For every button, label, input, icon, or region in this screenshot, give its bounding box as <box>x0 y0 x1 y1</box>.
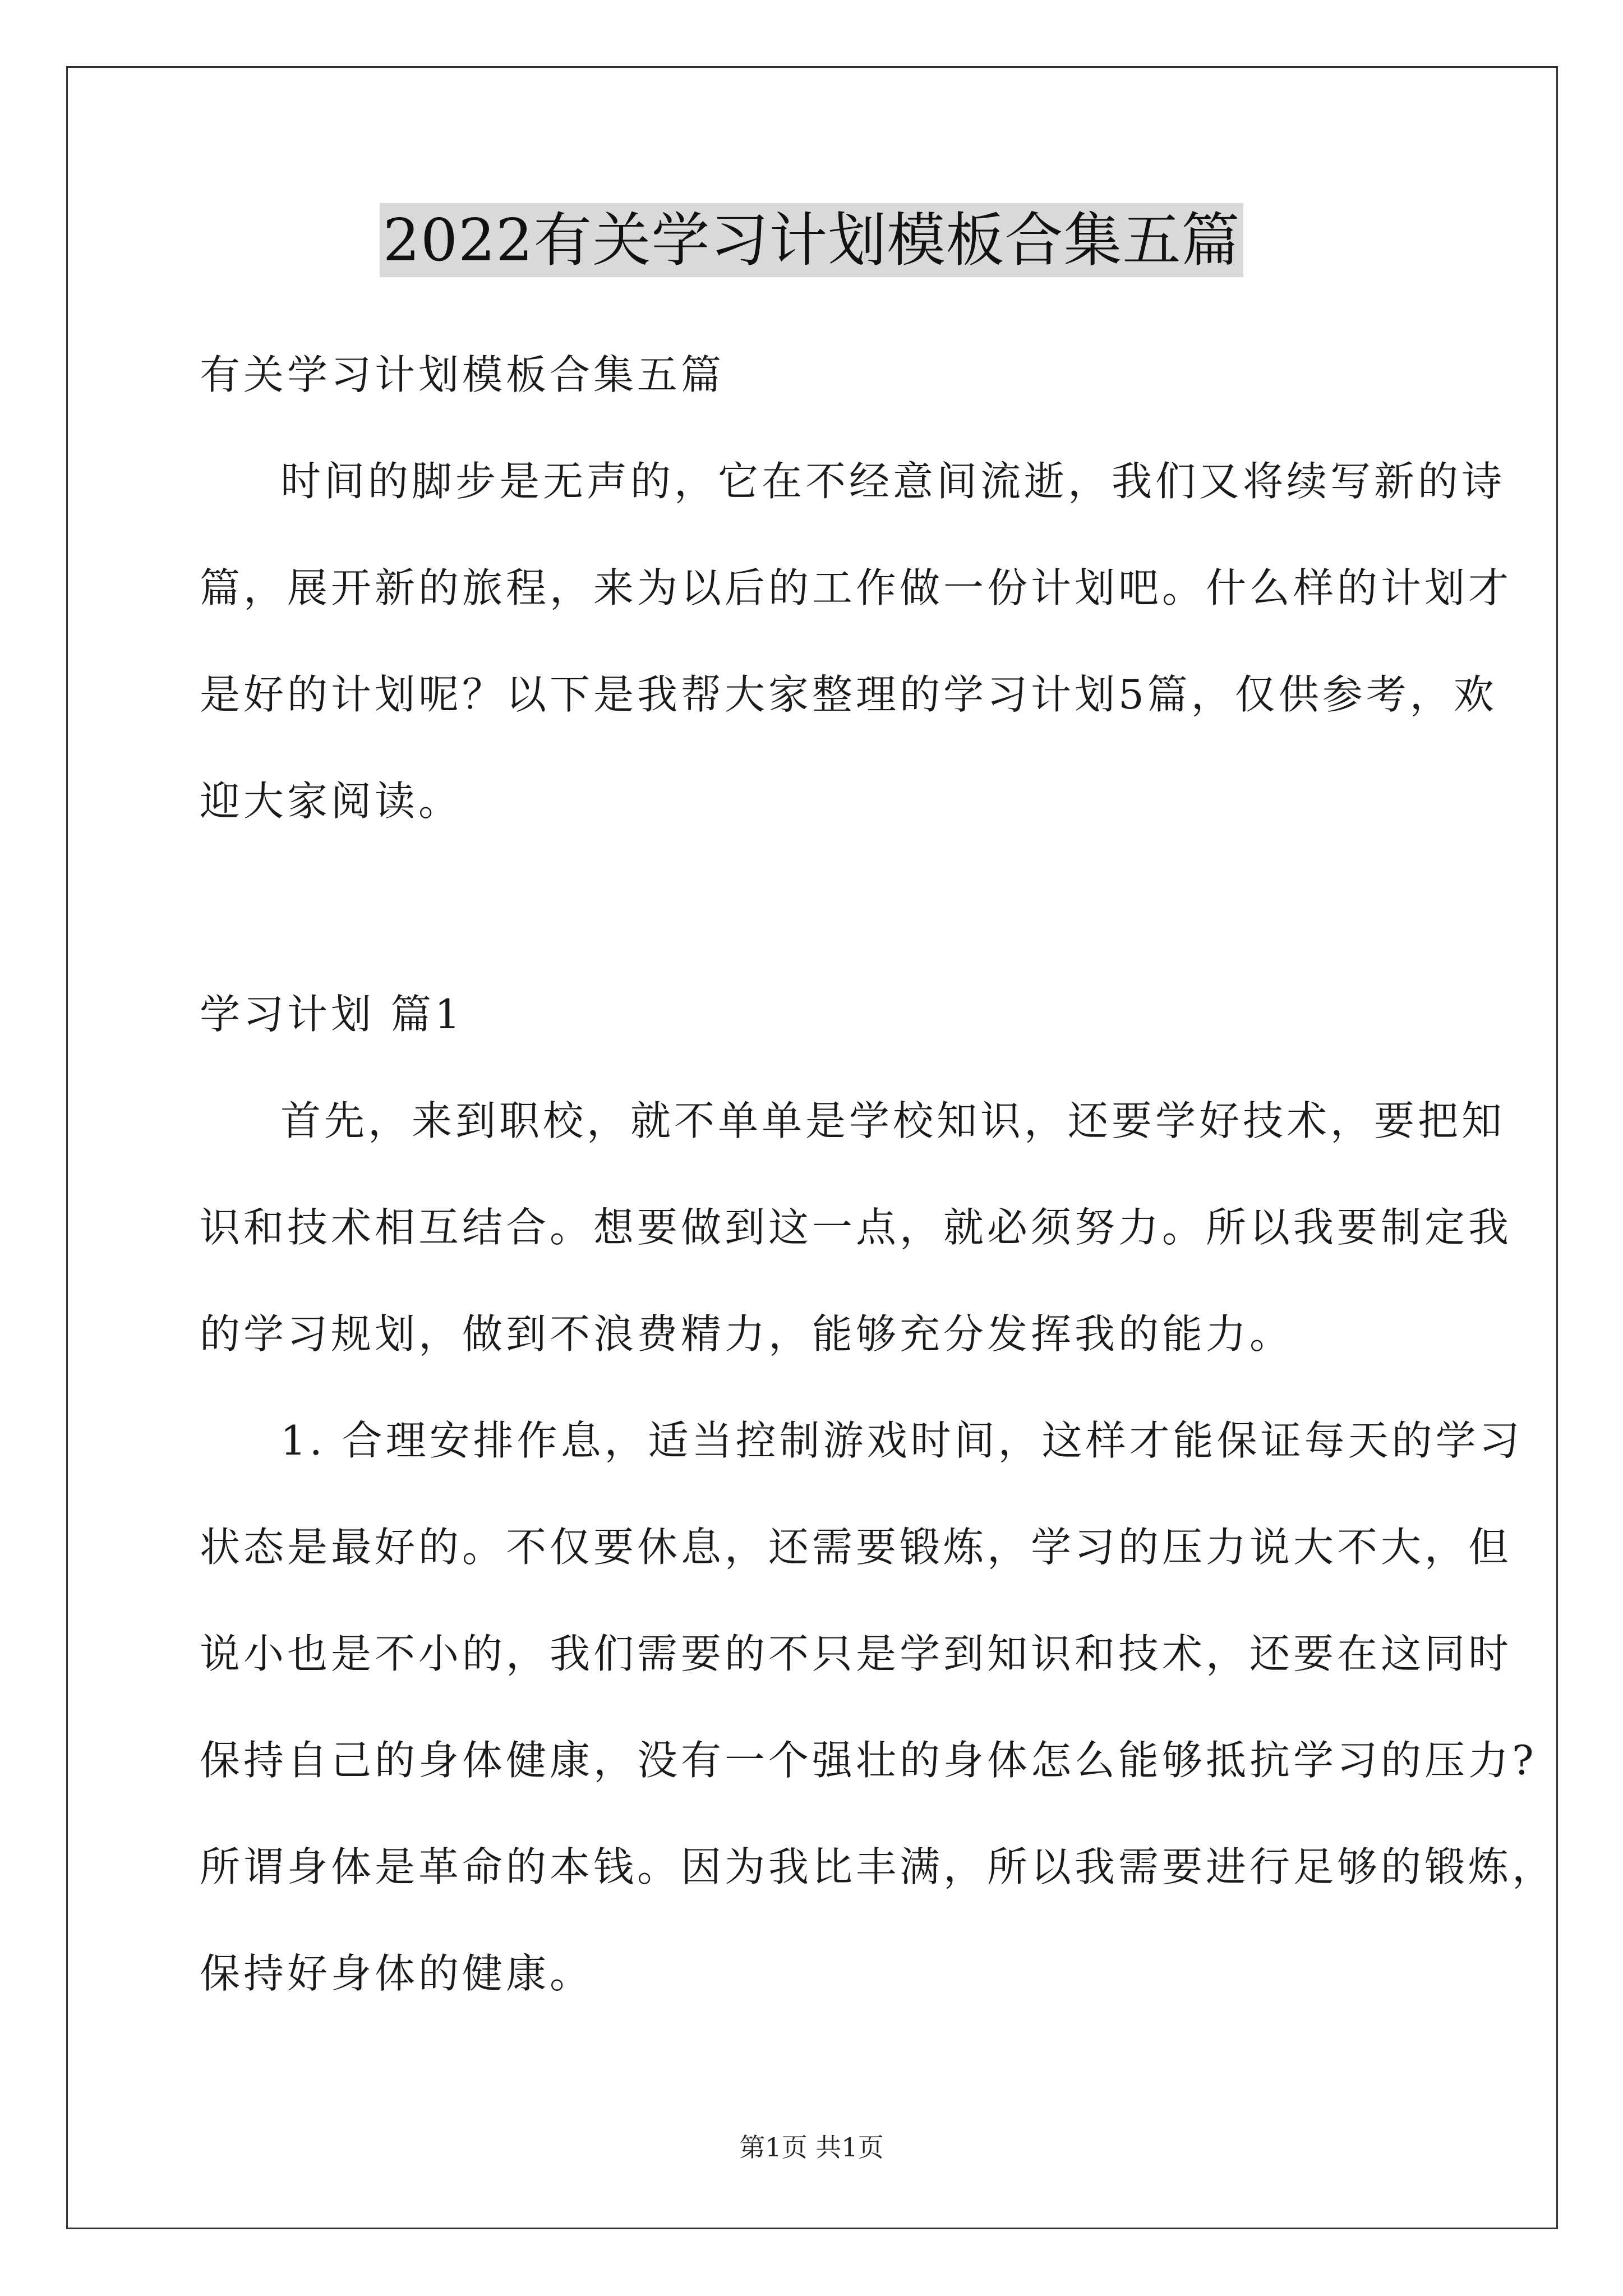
intro-line-3: 是好的计划呢？以下是我帮大家整理的学习计划5篇，仅供参考，欢 <box>200 671 1497 718</box>
para2-line-6: 保持好身体的健康。 <box>200 1950 594 1997</box>
document-subtitle: 有关学习计划模板合集五篇 <box>200 351 725 398</box>
para1-line-3: 的学习规划，做到不浪费精力，能够充分发挥我的能力。 <box>200 1310 1294 1358</box>
para2-line-1: 1. 合理安排作息，适当控制游戏时间，这样才能保证每天的学习 <box>280 1417 1523 1464</box>
para2-line-5: 所谓身体是革命的本钱。因为我比丰满，所以我需要进行足够的锻炼， <box>200 1843 1556 1890</box>
title-container <box>0 203 1623 277</box>
para2-line-4: 保持自己的身体健康，没有一个强壮的身体怎么能够抵抗学习的压力? <box>200 1737 1537 1784</box>
para2-line-3: 说小也是不小的，我们需要的不只是学到知识和技术，还要在这同时 <box>200 1630 1513 1677</box>
document-title: 2022有关学习计划模板合集五篇 <box>380 203 1244 277</box>
para1-line-1: 首先，来到职校，就不单单是学校知识，还要学好技术，要把知 <box>280 1097 1506 1144</box>
para2-line-2: 状态是最好的。不仅要休息，还需要锻炼，学习的压力说大不大，但 <box>200 1524 1513 1571</box>
intro-line-4: 迎大家阅读。 <box>200 777 463 825</box>
intro-line-2: 篇，展开新的旅程，来为以后的工作做一份计划吧。什么样的计划才 <box>200 564 1513 611</box>
section-heading: 学习计划 篇1 <box>200 991 464 1038</box>
para1-line-2: 识和技术相互结合。想要做到这一点，就必须努力。所以我要制定我 <box>200 1204 1513 1251</box>
page-footer: 第1页 共1页 <box>739 2132 884 2162</box>
intro-line-1: 时间的脚步是无声的，它在不经意间流逝，我们又将续写新的诗 <box>280 458 1506 505</box>
